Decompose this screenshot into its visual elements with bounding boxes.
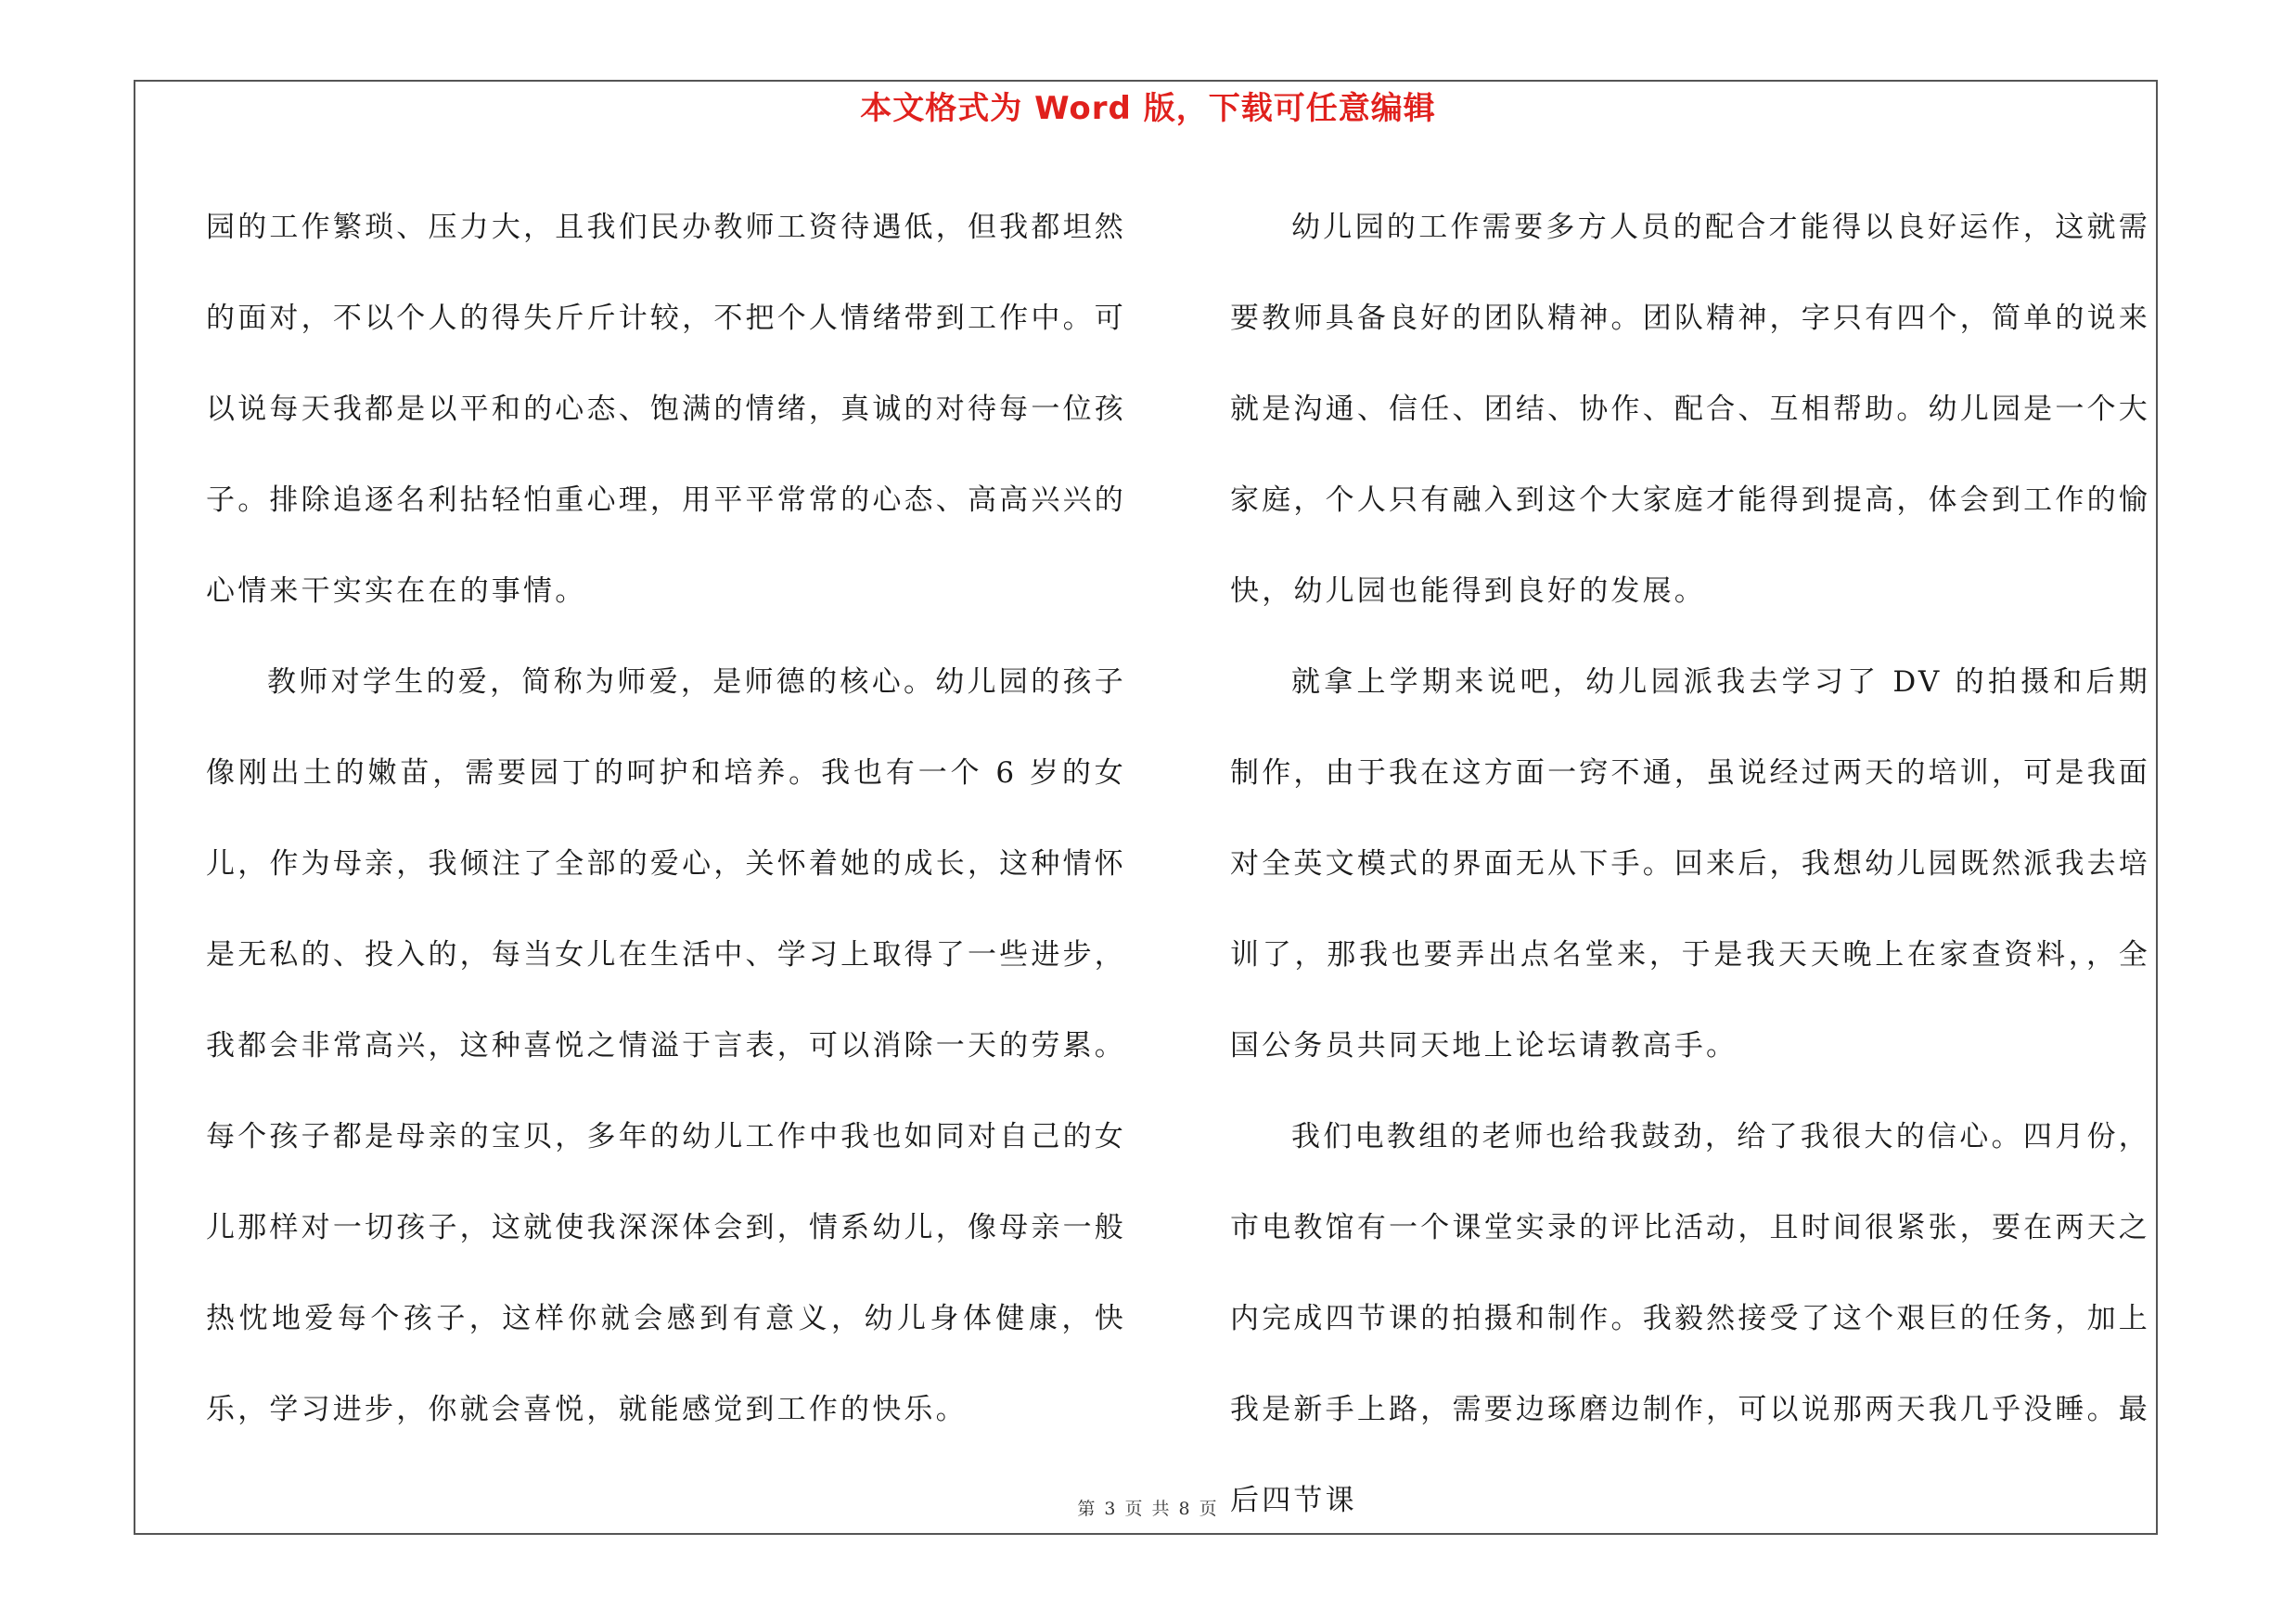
page-number-footer: 第 3 页 共 8 页 [1077,1499,1219,1519]
paragraph: 幼儿园的工作需要多方人员的配合才能得以良好运作，这就需要教师具备良好的团队精神。团队精神，字只有四个，简单的说来就是沟通、信任、团结、协作、配合、互相帮助。幼儿园是一个大家庭，个人只有融入到这个大家庭才能得到提高，体会到工作的愉快，幼儿园也能得到良好的发展。 [1230,211,2150,608]
paragraph: 教师对学生的爱，简称为师爱，是师德的核心。幼儿园的孩子像刚出土的嫩苗，需要园丁的呵护和培养。我也有一个 6 岁的女儿，作为母亲，我倾注了全部的爱心，关怀着她的成长，这种情怀是无私的、投入的，每当女儿在生活中、学习上取得了一些进步，我都会非常高兴，这种喜悦之情溢于言表，可以消除一天的劳累。每个孩子都是母亲的宝贝，多年的幼儿工作中我也如同对自己的女儿那样对一切孩子，这就使我深深体会到，情系幼儿，像母亲一般热忱地爱每个孩子，这样你就会感到有意义，幼儿身体健康，快乐，学习进步，你就会喜悦，就能感觉到工作的快乐。 [206,665,1126,1426]
paragraph: 园的工作繁琐、压力大，且我们民办教师工资待遇低，但我都坦然的面对，不以个人的得失斤斤计较，不把个人情绪带到工作中。可以说每天我都是以平和的心态、饱满的情绪，真诚的对待每一位孩子。排除追逐名利拈轻怕重心理，用平平常常的心态、高高兴兴的心情来干实实在在的事情。 [206,211,1126,608]
left-text-column [206,182,1126,1455]
format-notice-banner: 本文格式为 Word 版，下载可任意编辑 [860,90,1436,127]
right-text-column [1230,182,2150,1546]
paragraph: 就拿上学期来说吧，幼儿园派我去学习了 DV 的拍摄和后期制作，由于我在这方面一窍不通，虽说经过两天的培训，可是我面对全英文模式的界面无从下手。回来后，我想幼儿园既然派我去培训了，那我也要弄出点名堂来，于是我天天晚上在家查资料，，全国公务员共同天地上论坛请教高手。 [1230,665,2150,1063]
paragraph: 我们电教组的老师也给我鼓劲，给了我很大的信心。四月份，市电教馆有一个课堂实录的评比活动，且时间很紧张，要在两天之内完成四节课的拍摄和制作。我毅然接受了这个艰巨的任务，加上我是新手上路，需要边琢磨边制作，可以说那两天我几乎没睡。最后四节课 [1230,1120,2150,1517]
